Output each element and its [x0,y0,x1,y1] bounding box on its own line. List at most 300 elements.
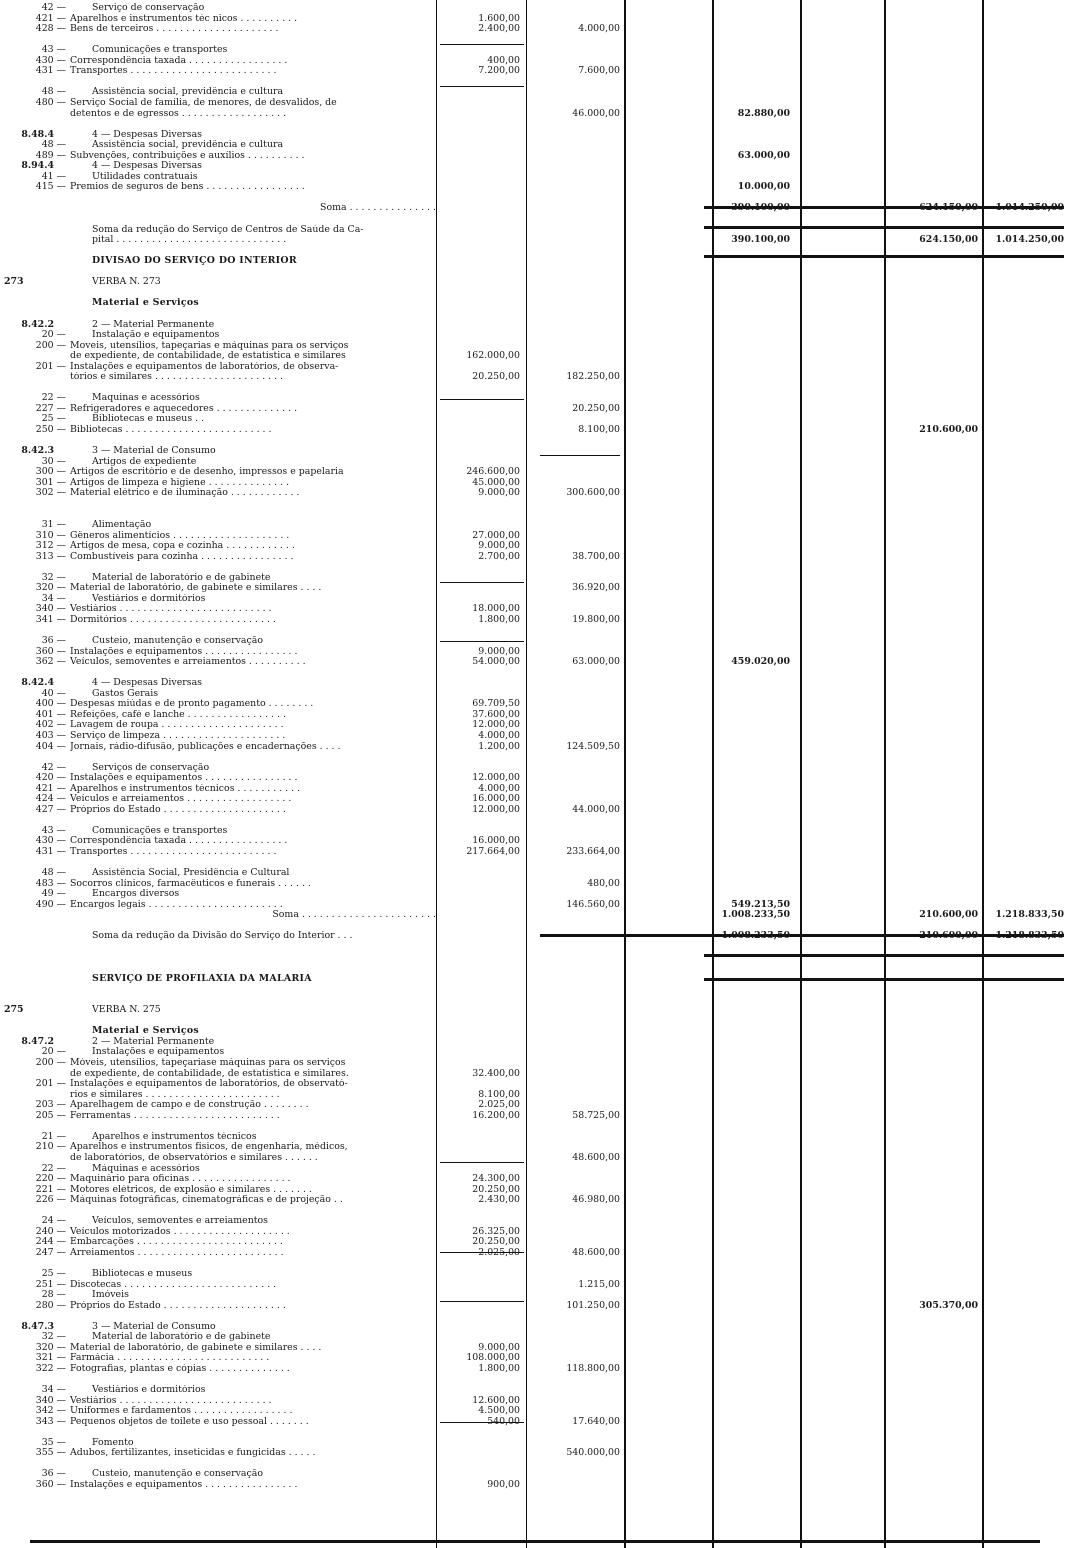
amount-subtotal: 480,00 [587,877,620,889]
item-code: 48 — [41,139,66,151]
item-description: Uniformes e fardamentos . . . . . . . . . . . . . . . . . [70,1406,293,1417]
item-description: Instalações e equipamentos de laboratórios, de observató- [70,1079,348,1090]
item-description: Premios de seguros de bens . . . . . . . . . . . . . . . . . [70,182,305,193]
table-row [0,953,1072,964]
item-description: rios e similares . . . . . . . . . . . . . . . . . . . . . . . [70,1089,280,1100]
item-code: 427 — [35,803,66,815]
table-row [0,1311,1072,1322]
amount-subtotal: 36.920,00 [572,582,620,594]
item-description: Material elétrico e de iluminação . . . . . . . . . . . . [70,488,300,499]
table-row [0,1469,1072,1480]
table-row [0,298,1072,309]
item-code: 226 — [35,1194,66,1206]
item-description: Subvenções, contribuições e auxílios . . . . . . . . . . [70,150,305,161]
amount-item: 217.664,00 [466,846,520,857]
table-row [0,478,1072,489]
table-row [0,1090,1072,1101]
table-row [0,710,1072,721]
amount-group: 390.100,00 [731,202,790,214]
amount-item: 18.000,00 [472,603,520,615]
table-row [0,457,1072,468]
item-code: 341 — [35,613,66,625]
table-row [0,446,1072,457]
item-description: Material de laboratório e de gabinete [92,572,271,583]
amount-total: 1.014.250,00 [995,202,1064,214]
item-code: 355 — [35,1447,66,1459]
amount-subtotal: 63.000,00 [572,656,620,668]
table-row [0,1216,1072,1227]
table-row [0,109,1072,120]
item-description: Alimentação [92,519,152,530]
amount-item: 4.000,00 [478,782,520,794]
table-row [0,277,1072,288]
table-row [0,636,1072,647]
item-description: Gêneros alimentícios . . . . . . . . . . . . . . . . . . . . [70,530,290,541]
item-description: Encargos diversos [92,889,180,900]
item-code: 25 — [41,413,66,425]
amount-group: 1.008.233,50 [721,909,790,921]
table-row [0,119,1072,130]
table-row [0,1132,1072,1143]
item-description: Transportes . . . . . . . . . . . . . . . . . . . . . . . . . [70,66,277,77]
table-row [0,879,1072,890]
item-code: 34 — [41,1384,66,1396]
amount-item: 16.200,00 [472,1109,520,1121]
item-code: 430 — [35,54,66,66]
item-code: 403 — [35,729,66,741]
amount-item: 20.250,00 [472,1183,520,1195]
item-description: 3 — Material de Consumo [92,446,216,457]
item-description: Soma da redução do Serviço de Centros de Saúde da Ca- [92,224,364,235]
item-description: Artigos de limpeza e higiene . . . . . . . . . . . . . . [70,477,290,488]
item-code: 201 — [35,360,66,372]
amount-total: 1.218.833,50 [995,930,1064,942]
table-row [0,425,1072,436]
item-description: Custeio, manutenção e conservação [92,1469,263,1480]
amount-item: 2.400,00 [478,23,520,35]
item-code: 360 — [35,645,66,657]
amount-subtotal: 48.600,00 [572,1151,620,1163]
table-row [0,14,1072,25]
table-row [0,995,1072,1006]
table-row [0,320,1072,331]
amount-item: 1.800,00 [478,613,520,625]
item-description: Bibliotecas e museus . . [92,414,205,425]
table-row [0,246,1072,257]
item-code: 30 — [41,455,66,467]
item-description: Fomento [92,1437,134,1448]
item-description: Refeições, café e lanche . . . . . . . . . . . . . . . . . [70,709,286,720]
table-row [0,193,1072,204]
item-description: de laboratórios, de observatórios e similares . . . . . . [70,1152,318,1163]
table-row [0,225,1072,236]
table-row [0,330,1072,341]
table-row [0,974,1072,985]
item-code: 340 — [35,603,66,615]
table-row [0,1322,1072,1333]
table-row [0,1396,1072,1407]
item-description: Fotografias, plantas e cópias . . . . . . . . . . . . . . [70,1363,290,1374]
table-row [0,773,1072,784]
item-code: 302 — [35,487,66,499]
item-description: Serviço Social de família, de menores, de desvalidos, de [70,97,337,108]
amount-item: 108.000,00 [466,1352,520,1364]
amount-subtotal: 4.000,00 [578,23,620,35]
table-row [0,488,1072,499]
item-description: Aparelhos e instrumentos técnicos . . . . . . . . . . . [70,783,301,794]
table-row [0,815,1072,826]
item-description: Soma . . . . . . . . . . . . . . . . . . . . . . . [272,910,436,921]
amount-permanent: 624.150,00 [919,234,978,246]
item-code: 431 — [35,846,66,857]
item-description: Farmácia . . . . . . . . . . . . . . . . . . . . . . . . . . [70,1353,270,1364]
item-description: Gastos Gerais [92,688,159,699]
item-description: Motores elétricos, de explosão e similares . . . . . . . [70,1184,312,1195]
table-row [0,351,1072,362]
table-row [0,731,1072,742]
item-code: 240 — [35,1225,66,1237]
item-code: 250 — [35,424,66,435]
amount-subtotal: 540.000,00 [566,1447,620,1459]
item-code: 420 — [35,772,66,784]
item-code: 280 — [35,1299,66,1311]
item-description: Encargos legais . . . . . . . . . . . . . . . . . . . . . . . [70,899,283,910]
amount-group: 82.880,00 [737,107,790,119]
amount-item: 2.700,00 [478,550,520,562]
table-row [0,203,1072,214]
item-description: Veículos motorizados . . . . . . . . . . . . . . . . . . . . [70,1226,290,1237]
item-code: 301 — [35,476,66,488]
table-row [0,404,1072,415]
amount-item: 12.000,00 [472,772,520,784]
item-description: Material e Serviços [92,1026,199,1037]
item-code: 35 — [41,1436,66,1448]
item-description: Moveis, utensílios, tapeçarias e máquinas para os serviços [70,340,349,351]
amount-item: 246.600,00 [466,466,520,478]
item-code: 404 — [35,740,66,752]
amount-item: 1.800,00 [478,1362,520,1374]
item-code: 43 — [41,824,66,836]
item-description: Comunicações e transportes [92,825,228,836]
amount-subtotal: 46.000,00 [572,107,620,119]
item-description: Vestiários . . . . . . . . . . . . . . . . . . . . . . . . . . [70,1395,272,1406]
amount-item: 12.000,00 [472,803,520,815]
amount-subtotal: 7.600,00 [578,65,620,77]
table-row [0,931,1072,942]
item-description: Aparelhos e instrumentos técnicos [92,1131,257,1142]
item-description: Material e Serviços [92,298,199,309]
table-row [0,256,1072,267]
item-description: Ferramentas . . . . . . . . . . . . . . . . . . . . . . . . . [70,1110,280,1121]
item-description: Correspondência taxada . . . . . . . . . . . . . . . . . [70,836,288,847]
table-row [0,383,1072,394]
item-code: 49 — [41,888,66,900]
item-description: DIVISÃO DO SERVIÇO DO INTERIOR [92,256,297,267]
table-row [0,214,1072,225]
amount-subtotal: 58.725,00 [572,1109,620,1121]
item-description: Imóveis [92,1290,129,1301]
item-description: Instalações e equipamentos . . . . . . . . . . . . . . . . [70,646,298,657]
table-row [0,1026,1072,1037]
table-row [0,541,1072,552]
verba-number: 275 [4,1004,24,1016]
amount-item: 27.000,00 [472,529,520,541]
section-code: 8.47.2 [21,1035,54,1047]
table-row [0,509,1072,520]
item-code: 42 — [41,2,66,13]
table-row [0,1417,1072,1428]
item-description: pital . . . . . . . . . . . . . . . . . . . . . . . . . . . . . [92,235,287,246]
item-description: Vestiários e dormitórios [92,1385,206,1396]
item-code: 220 — [35,1173,66,1185]
amount-subtotal: 17.640,00 [572,1415,620,1427]
table-row [0,1005,1072,1016]
section-code: 8.42.2 [21,318,54,330]
table-row [0,172,1072,183]
table-row [0,836,1072,847]
table-row [0,1142,1072,1153]
item-code: 342 — [35,1405,66,1417]
table-row [0,309,1072,320]
amount-total: 1.218.833,50 [995,909,1064,921]
item-code: 362 — [35,656,66,668]
item-description: 4 — Despesas Diversas [92,129,202,140]
table-row [0,1227,1072,1238]
item-description: Comunicações e transportes [92,45,228,56]
item-description: Bibliotecas . . . . . . . . . . . . . . . . . . . . . . . . . [70,425,272,435]
amount-item: 26.325,00 [472,1225,520,1237]
table-row [0,1111,1072,1122]
table-row [0,1016,1072,1027]
item-description: Aparelhos e instrumentos físicos, de engenharia, médicos, [70,1142,348,1153]
item-description: Aparelhagem de campo e de construção . . . . . . . . [70,1100,309,1111]
item-code: 36 — [41,1468,66,1480]
amount-group: 549.213,50 [731,898,790,910]
item-code: 22 — [41,392,66,404]
table-row [0,1047,1072,1058]
table-row [0,87,1072,98]
table-row [0,1164,1072,1175]
item-code: 48 — [41,867,66,879]
amount-subtotal: 46.980,00 [572,1194,620,1206]
item-description: Material de laboratório, de gabinete e similares . . . . [70,1342,322,1353]
item-description: Assistência social, previdência e cultura [92,140,284,151]
item-description: Combustíveis para cozinha . . . . . . . . . . . . . . . . [70,551,294,562]
table-row [0,689,1072,700]
item-code: 430 — [35,835,66,847]
amount-item: 2.430,00 [478,1194,520,1206]
amount-group: 63.000,00 [737,149,790,161]
amount-item: 400,00 [487,54,520,66]
item-description: Bibliotecas e museus [92,1269,193,1279]
table-row [0,942,1072,953]
table-row [0,678,1072,689]
amount-item: 2.025,00 [478,1099,520,1111]
amount-item: 37.600,00 [472,708,520,720]
table-row [0,362,1072,373]
item-description: Artigos de expediente [92,456,197,467]
amount-subtotal: 44.000,00 [572,803,620,815]
item-description: Próprios do Estado . . . . . . . . . . . . . . . . . . . . . [70,1300,286,1311]
item-code: 42 — [41,761,66,773]
amount-group: 390.100,00 [731,234,790,246]
amount-item: 4.000,00 [478,729,520,741]
item-code: 400 — [35,698,66,710]
amount-subtotal: 19.800,00 [572,613,620,625]
table-row [0,151,1072,162]
table-row [0,1375,1072,1386]
item-description: Socorros clínicos, farmacêuticos e funerais . . . . . . [70,878,311,889]
table-row [0,393,1072,404]
table-row [0,784,1072,795]
item-description: Máquinas fotográficas, cinematográficas e de projeção . . [70,1195,343,1206]
item-description: Instalação e equipamentos [92,330,220,341]
table-row [0,436,1072,447]
table-row [0,372,1072,383]
table-row [0,1206,1072,1217]
amount-group: 459.020,00 [731,656,790,668]
amount-item: 2.025,00 [478,1246,520,1258]
item-code: 24 — [41,1215,66,1227]
item-description: Móveis, utensílios, tapeçariase máquinas para os serviços [70,1058,346,1068]
item-code: 483 — [35,877,66,889]
item-description: Arreiamentos . . . . . . . . . . . . . . . . . . . . . . . . . [70,1247,284,1258]
table-row [0,562,1072,573]
item-description: 4 — Despesas Diversas [92,678,202,689]
amount-permanent: 210.600,00 [919,424,978,435]
item-description: Bens de terceiros . . . . . . . . . . . . . . . . . . . . . [70,24,279,35]
amount-subtotal: 48.600,00 [572,1246,620,1258]
item-description: Instalações e equipamentos de laboratórios, de observa- [70,361,339,372]
table-row [0,1058,1072,1069]
table-row [0,1438,1072,1449]
item-code: 402 — [35,719,66,731]
item-code: 32 — [41,1331,66,1343]
table-row [0,1248,1072,1259]
item-description: Utilidades contratuais [92,171,198,182]
table-row [0,531,1072,542]
item-code: 300 — [35,466,66,478]
table-row [0,921,1072,932]
table-row [0,647,1072,658]
amount-item: 9.000,00 [478,1341,520,1353]
table-row [0,1079,1072,1090]
item-code: 20 — [41,1046,66,1058]
amount-permanent: 210.600,00 [919,930,978,942]
table-row [0,984,1072,995]
item-code: 490 — [35,898,66,910]
table-row [0,552,1072,563]
amount-subtotal: 300.600,00 [566,487,620,499]
item-description: 2 — Material Permanente [92,319,215,330]
amount-item: 7.200,00 [478,65,520,77]
table-row [0,720,1072,731]
item-description: Veículos, semoventes e arreiamentos . . . . . . . . . . [70,657,306,668]
amount-subtotal: 182.250,00 [566,371,620,383]
item-description: Assistência Social, Presidência e Cultural [92,868,290,879]
section-code: 8.42.4 [21,677,54,689]
item-code: 320 — [35,582,66,594]
item-code: 244 — [35,1236,66,1248]
table-row [0,3,1072,14]
table-row [0,1332,1072,1343]
table-row [0,1385,1072,1396]
table-row [0,467,1072,478]
section-code: 8.94.4 [21,160,54,172]
amount-item: 16.000,00 [472,835,520,847]
item-code: 32 — [41,571,66,583]
item-code: 31 — [41,518,66,530]
table-row [0,963,1072,974]
table-row [0,235,1072,246]
amount-item: 9.000,00 [478,487,520,499]
amount-subtotal: 146.560,00 [566,898,620,910]
item-description: VERBA N. 275 [92,1005,161,1016]
table-row [0,341,1072,352]
table-row [0,1353,1072,1364]
table-row [0,288,1072,299]
item-description: Veículos e arreiamentos . . . . . . . . . . . . . . . . . . [70,794,292,805]
item-code: 401 — [35,708,66,720]
amount-total: 1.014.250,00 [995,234,1064,246]
item-description: Jornais, rádio-difusão, publicações e encadernações . . . . [70,741,341,752]
amount-item: 16.000,00 [472,793,520,805]
table-row [0,752,1072,763]
item-description: detentos e de egressos . . . . . . . . . . . . . . . . . . [70,108,287,119]
item-description: Maquinário para oficinas . . . . . . . . . . . . . . . . . [70,1174,291,1185]
item-description: Lavagem de roupa . . . . . . . . . . . . . . . . . . . . . [70,720,284,731]
table-row [0,1100,1072,1111]
item-code: 36 — [41,635,66,646]
amount-item: 24.300,00 [472,1173,520,1185]
item-code: 360 — [35,1479,66,1490]
table-row [0,520,1072,531]
item-code: 28 — [41,1289,66,1301]
amount-permanent: 210.600,00 [919,909,978,921]
table-row [0,1121,1072,1132]
item-description: Instalações e equipamentos . . . . . . . . . . . . . . . . [70,773,298,784]
amount-item: 540,00 [487,1415,520,1427]
item-description: SERVIÇO DE PROFILAXIA DA MALÁRIA [92,973,312,984]
item-code: 221 — [35,1183,66,1195]
amount-item: 12.600,00 [472,1394,520,1406]
table-row [0,1153,1072,1164]
amount-subtotal: 1.215,00 [578,1278,620,1290]
item-description: Adubos, fertilizantes, inseticidas e fungicidas . . . . . [70,1448,316,1459]
amount-subtotal: 38.700,00 [572,550,620,562]
table-row [0,889,1072,900]
section-code: 8.48.4 [21,128,54,140]
item-description: Instalações e equipamentos . . . . . . . . . . . . . . . . [70,1480,298,1490]
table-row [0,499,1072,510]
amount-subtotal: 101.250,00 [566,1299,620,1311]
table-row [0,657,1072,668]
item-code: 20 — [41,329,66,341]
item-description: Serviço de conservação [92,3,205,13]
item-code: 343 — [35,1415,66,1427]
amount-item: 900,00 [487,1479,520,1490]
table-row [0,1037,1072,1048]
table-row [0,625,1072,636]
item-description: Máquinas e acessórios [92,1163,200,1174]
item-description: tórios e similares . . . . . . . . . . . . . . . . . . . . . . [70,372,284,383]
item-code: 25 — [41,1268,66,1279]
table-row [0,805,1072,816]
item-description: Discotecas . . . . . . . . . . . . . . . . . . . . . . . . . . [70,1279,277,1290]
table-row [0,1480,1072,1491]
item-description: Vestiários e dormitórios [92,593,206,604]
table-row [0,615,1072,626]
